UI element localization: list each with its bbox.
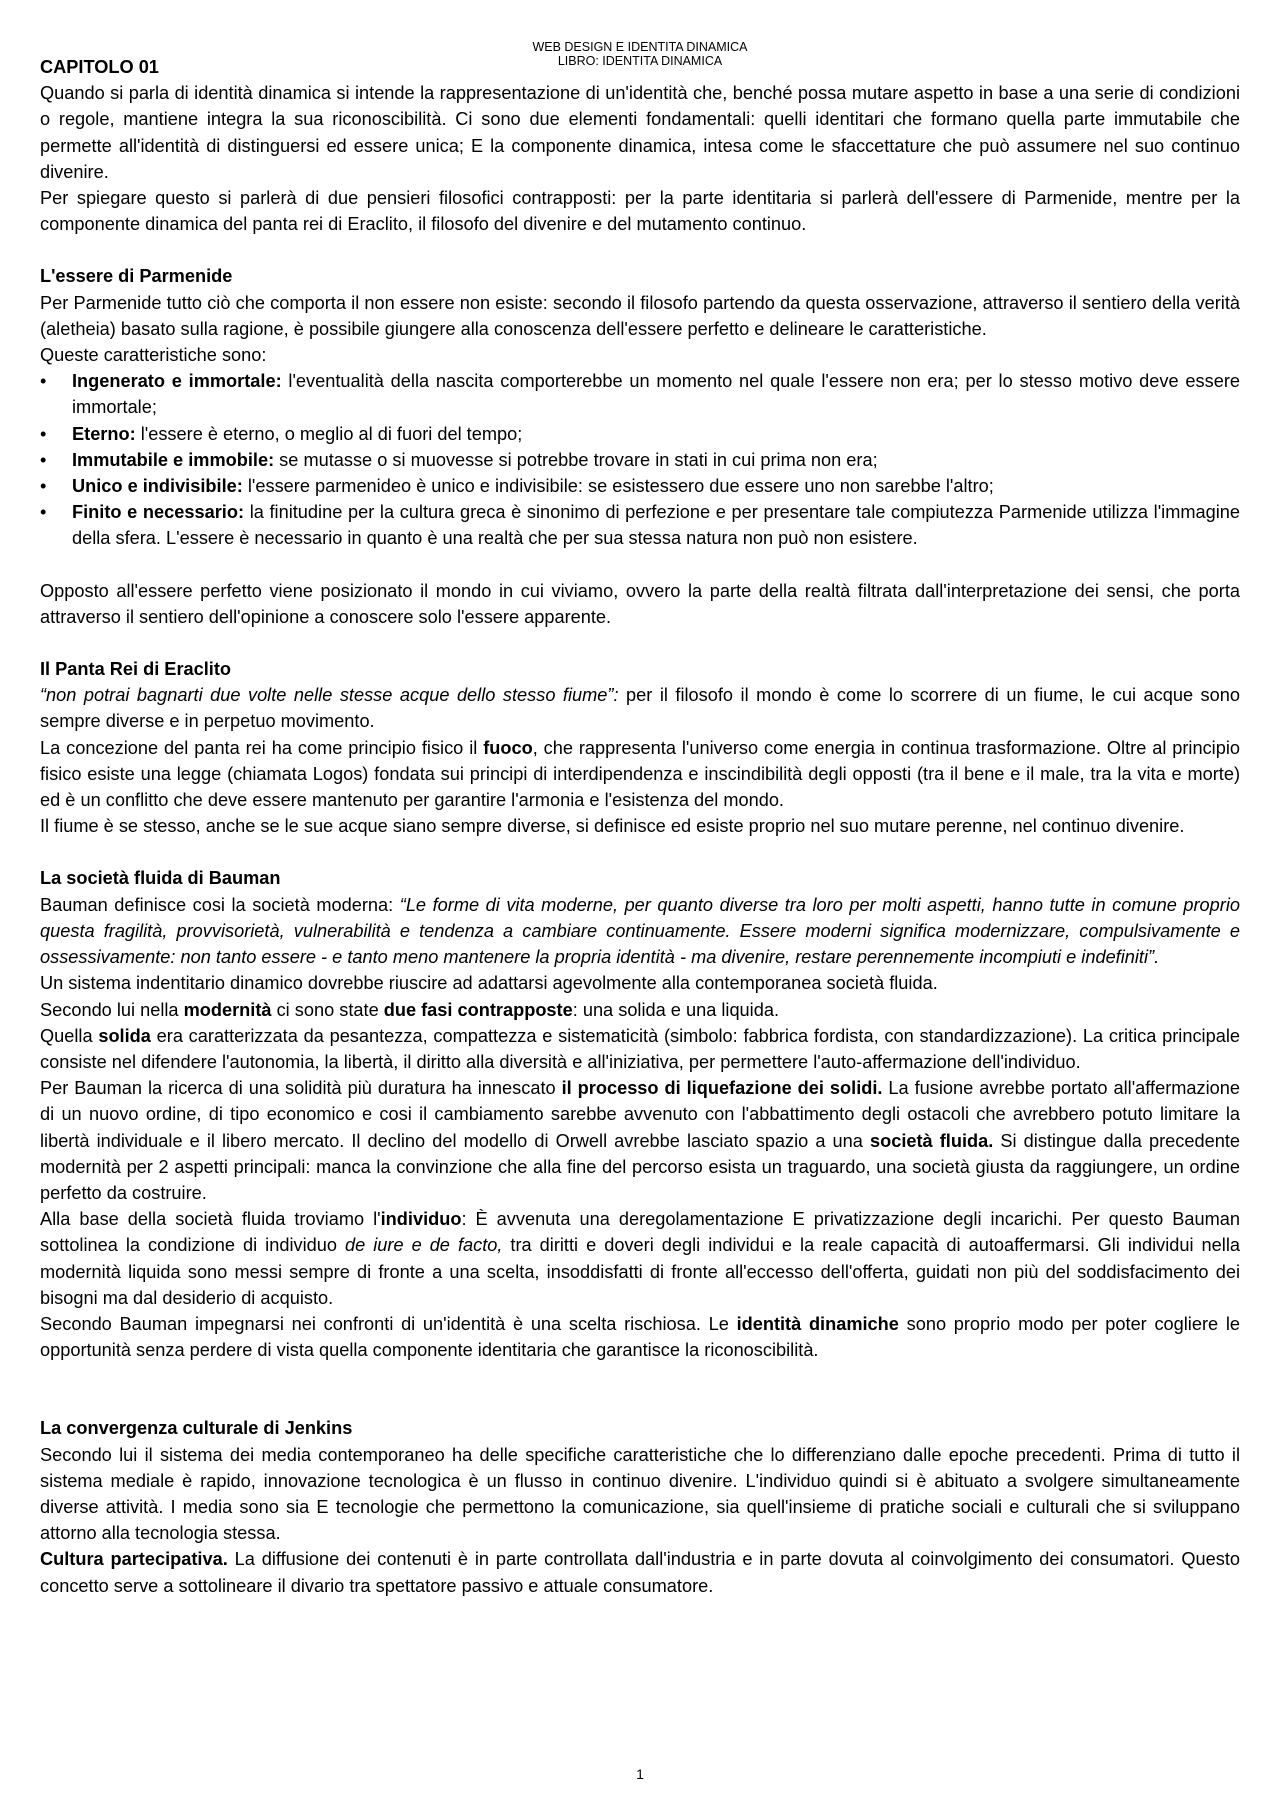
text-run: ci sono state <box>271 999 384 1020</box>
text-run: Si distingue dalla precedente modernità per 2 aspetti principali: manca la convinzione che alla fine del percorso esista un traguardo, una società giusta da raggiungere, un ordine perfetto da costruire. <box>40 1130 1241 1203</box>
text-run: La concezione del panta rei ha come principio fisico il <box>40 737 484 758</box>
intro-paragraph-1: Quando si parla di identità dinamica si intende la rappresentazione di un'identità che, benché possa mutare aspetto in base a una serie di condizioni o regole, mantiene integra la sua riconoscibilità. Ci sono due elementi fondamentali: quelli identitari che formano quella parte immutabile che permette all'identità di distinguersi ed essere unica; E la componente dinamica, intesa come le sfaccettature che può assumere nel suo continuo divenire. <box>40 83 1240 182</box>
text-run: : È avvenuta una deregolamentazione E privatizzazione degli incarichi. Per questo Bauman sottolinea la condizione di individuo <box>40 1209 1241 1256</box>
list-item <box>40 447 1240 473</box>
header-line-2: LIBRO: IDENTITA DINAMICA <box>557 54 723 68</box>
chapter-title: CAPITOLO 01 <box>40 57 159 77</box>
text-run: Alla base della società fluida troviamo l' <box>40 1209 381 1230</box>
eraclito-paragraph-2 <box>40 735 1240 814</box>
list-item-text: l'essere parmenideo è unico e indivisibile: se esistessero due essere uno non sarebbe l'altro; <box>242 476 994 497</box>
text-run: Secondo lui nella <box>40 999 184 1020</box>
bold-term: identità dinamiche <box>736 1313 899 1334</box>
spacer <box>40 552 1240 578</box>
text-run: La fusione avrebbe portato all'affermazione di un nuovo ordine, di tipo economico e cosi il cambiamento sarebbe avvenuto con l'abbattimento degli ostacoli che avrebbero potuto limitare la libertà individuale e il libero mercato. Il declino del modello di Orwell avrebbe lasciato spazio a una <box>40 1078 1240 1151</box>
bauman-paragraph-3 <box>40 997 1240 1023</box>
bauman-paragraph-6 <box>40 1206 1240 1311</box>
text-run: era caratterizzata da pesantezza, compattezza e sistematicità (simbolo: fabbrica fordista, con standardizzazione). La critica principale consiste nel difendere l'autonomia, la libertà, il diritto alla diversità e all'iniziativa, per permettere l'auto-affermazione dell'individuo. <box>40 1025 1240 1072</box>
jenkins-paragraph-2 <box>40 1546 1240 1598</box>
section-title-jenkins: La convergenza culturale di Jenkins <box>40 1418 353 1439</box>
text-run: tra diritti e doveri degli individui e la reale capacità di autoaffermarsi. Gli individui nella modernità liquida sono messi sempre di fronte a una scelta, insoddisfatti di fronte all'eccesso dell'offerta, guidati non più del soddisfacimento dei bisogni ma dal desiderio di acquisto. <box>40 1235 1240 1308</box>
bold-term: individuo <box>380 1209 462 1230</box>
list-item-text: l'eventualità della nascita comporterebbe un momento nel quale l'essere non era; per lo stesso motivo deve essere immortale; <box>72 371 1240 418</box>
parmenide-paragraph-3: Opposto all'essere perfetto viene posizionato il mondo in cui viviamo, ovvero la parte della realtà filtrata dall'interpretazione dei sensi, che porta attraverso il sentiero dell'opinione a conoscere solo l'essere apparente. <box>40 580 1240 627</box>
bold-term: società fluida. <box>869 1130 994 1151</box>
parmenide-paragraph-2: Queste caratteristiche sono: <box>40 345 267 366</box>
characteristics-list <box>40 368 1240 551</box>
bold-term: il processo di liquefazione dei solidi. <box>561 1078 883 1099</box>
list-item <box>40 499 1240 551</box>
intro-paragraph-2: Per spiegare questo si parlerà di due pensieri filosofici contrapposti: per la parte identitaria si parlerà dell'essere di Parmenide, mentre per la componente dinamica del panta rei di Eraclito, il filosofo del divenire e del mutamento continuo. <box>40 188 1240 235</box>
text-run: Bauman definisce cosi la società moderna: <box>40 894 400 915</box>
list-item-text: se mutasse o si muovesse si potrebbe trovare in stati in cui prima non era; <box>274 449 878 470</box>
jenkins-paragraph-1: Secondo lui il sistema dei media contemporaneo ha delle specifiche caratteristiche che lo differenziano dalle epoche precedenti. Prima di tutto il sistema mediale è rapido, innovazione tecnologica è un flusso in continuo divenire. L'individuo quindi si è abituato a svolgere simultaneamente diverse attività. I media sono sia E tecnologie che permettono la comunicazione, sia quell'insieme di pratiche sociali e culturali che si sviluppano attorno alla tecnologia stessa. <box>40 1444 1240 1544</box>
italic-term: de iure e de facto, <box>344 1235 503 1256</box>
list-item <box>40 368 1240 420</box>
header-line-1: WEB DESIGN E IDENTITA DINAMICA <box>532 40 748 54</box>
text-run: , che rappresenta l'universo come energia in continua trasformazione. Oltre al principio fisico esiste una legge (chiamata Logos) fondata sui principi di interdipendenza e inscindibilità degli opposti (tra il bene e il male, tra la vita e morte) ed è un conflitto che deve essere mantenuto per garantire l'armonia e l'esistenza del mondo. <box>40 737 1240 811</box>
bold-term: solida <box>98 1025 151 1046</box>
bauman-paragraph-7 <box>40 1311 1240 1363</box>
parmenide-paragraph-1: Per Parmenide tutto ciò che comporta il non essere non esiste: secondo il filosofo partendo da questa osservazione, attraverso il sentiero della verità (aletheia) basato sulla ragione, è possibile giungere alla conoscenza dell'essere perfetto e delineare le caratteristiche. <box>40 292 1240 339</box>
bauman-quote: “Le forme di vita moderne, per quanto diverse tra loro per molti aspetti, hanno tutte in comune proprio questa fragilità, provvisorietà, vulnerabilità e tendenza a cambiare continuamente. Essere moderni significa modernizzare, compulsivamente e ossessivamente: non tanto essere - e tanto meno mantenere la propria identità - ma divenire, restare perennemente incompiuti e indefiniti”. <box>40 894 1240 968</box>
bold-term: due fasi contrapposte <box>383 999 573 1020</box>
list-item-term: Unico e indivisibile: <box>72 476 243 497</box>
bauman-paragraph-4 <box>40 1023 1240 1075</box>
list-item-term: Ingenerato e immortale: <box>72 371 282 392</box>
list-item-text: la finitudine per la cultura greca è sinonimo di perfezione e per presentare tale compiutezza Parmenide utilizza l'immagine della sfera. L'essere è necessario in quanto è una realtà che per sua stessa natura non può non esistere. <box>72 502 1241 549</box>
text-run: Quella <box>40 1025 99 1046</box>
list-item <box>40 473 1240 499</box>
bold-term: fuoco <box>483 737 533 758</box>
text-run: Secondo Bauman impegnarsi nei confronti di un'identità è una scelta rischiosa. Le <box>40 1313 737 1334</box>
bold-term: modernità <box>183 999 272 1020</box>
section-title-bauman: La società fluida di Bauman <box>40 868 281 889</box>
bold-term: Cultura partecipativa. <box>40 1549 228 1570</box>
text-run: : una solida e una liquida. <box>572 999 779 1020</box>
list-item-term: Immutabile e immobile: <box>72 449 275 470</box>
section-title-eraclito: Il Panta Rei di Eraclito <box>40 659 232 680</box>
bauman-paragraph-2: Un sistema indentitario dinamico dovrebbe riuscire ad adattarsi agevolmente alla contemporanea società fluida. <box>40 973 938 994</box>
text-run: sono proprio modo per poter cogliere le opportunità senza perdere di vista quella componente identitaria che garantisce la riconoscibilità. <box>40 1313 1241 1361</box>
list-item-term: Finito e necessario: <box>72 502 245 523</box>
eraclito-paragraph-1 <box>40 682 1240 734</box>
document-body <box>40 54 1240 1599</box>
section-title-parmenide: L'essere di Parmenide <box>40 266 233 287</box>
bauman-paragraph-5 <box>40 1075 1240 1206</box>
text-run: Per Bauman la ricerca di una solidità più duratura ha innescato <box>40 1078 562 1099</box>
list-item-text: l'essere è eterno, o meglio al di fuori del tempo; <box>135 423 523 444</box>
text-run: La diffusione dei contenuti è in parte controllata dall'industria e in parte dovuta al coinvolgimento dei consumatori. Questo concetto serve a sottolineare il divario tra spettatore passivo e attuale consumatore. <box>40 1549 1240 1596</box>
eraclito-paragraph-1-text: per il filosofo il mondo è come lo scorrere di un fiume, le cui acque sono sempre diverse e in perpetuo movimento. <box>40 685 1240 732</box>
page-number: 1 <box>636 1766 644 1782</box>
list-item <box>40 421 1240 447</box>
eraclito-quote: “non potrai bagnarti due volte nelle stesse acque dello stesso fiume”: <box>40 685 619 706</box>
bauman-paragraph-1 <box>40 892 1240 971</box>
list-item-term: Eterno: <box>72 423 136 444</box>
eraclito-paragraph-3: Il fiume è se stesso, anche se le sue acque siano sempre diverse, si definisce ed esiste proprio nel suo mutare perenne, nel continuo divenire. <box>40 816 1185 837</box>
